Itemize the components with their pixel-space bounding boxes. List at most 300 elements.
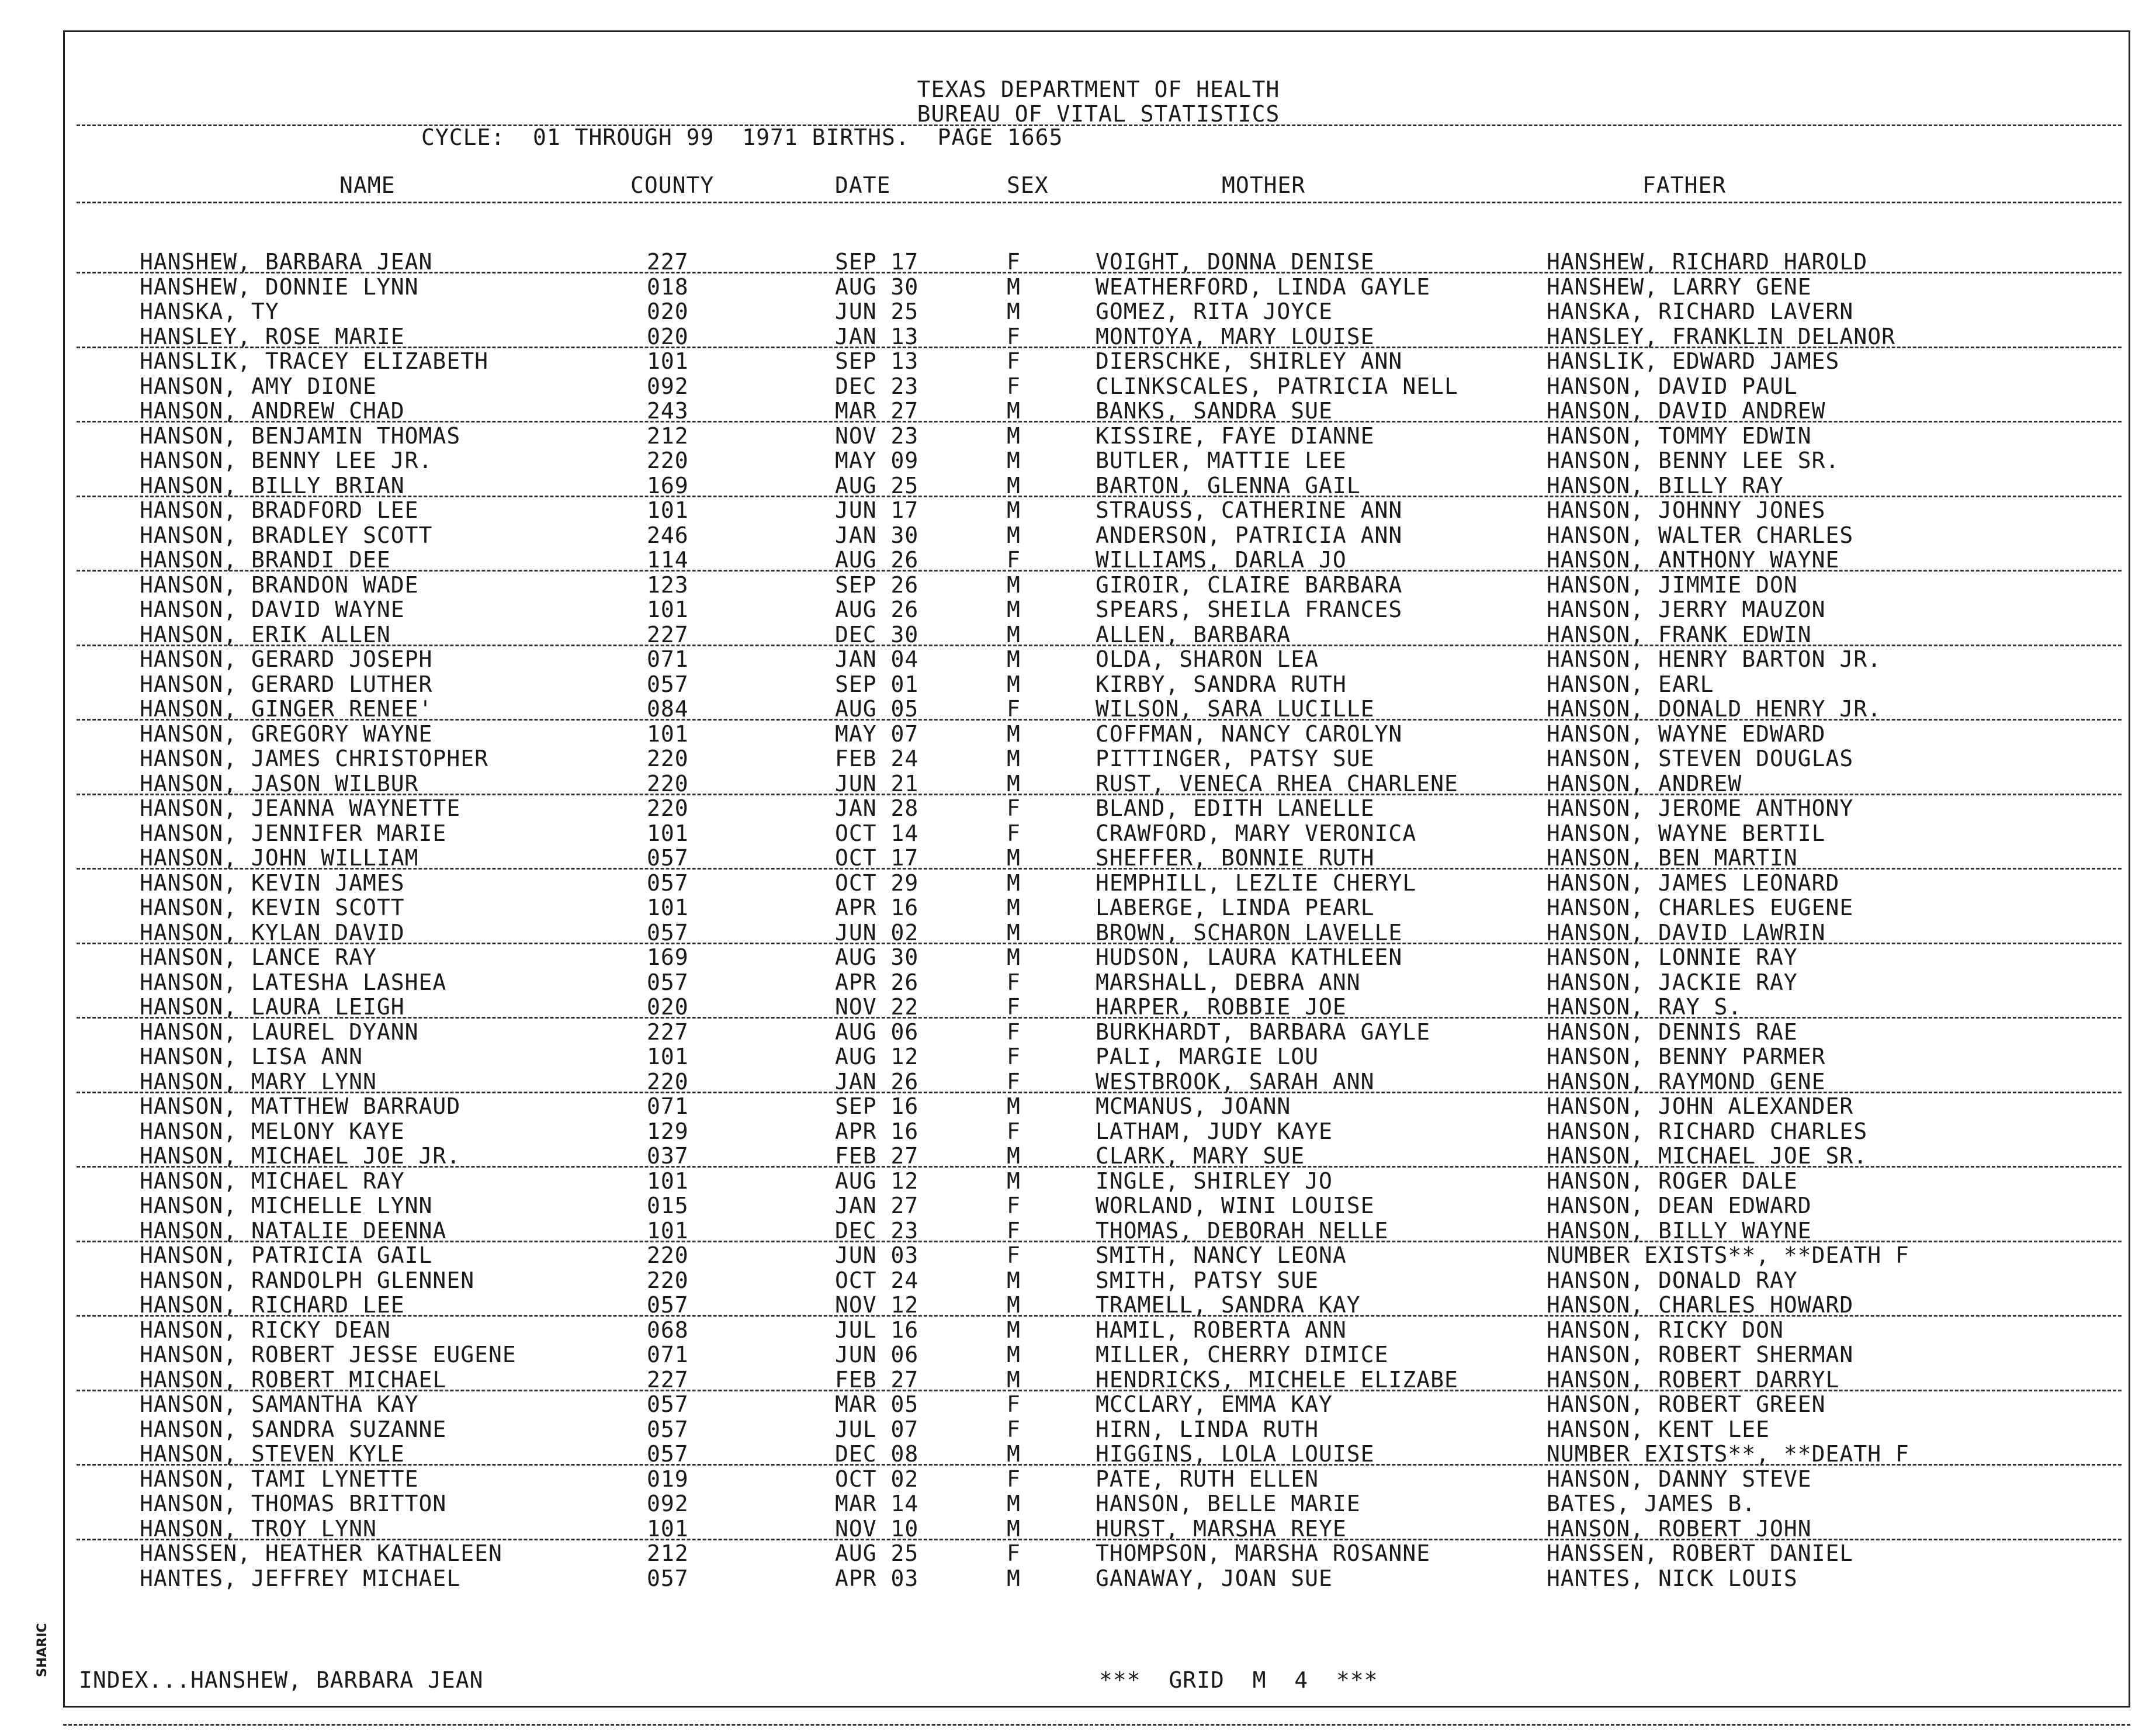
cell-sex: M — [1007, 472, 1021, 498]
table-row — [65, 1442, 2132, 1466]
cell-father: HANSON, ANDREW — [1547, 770, 1742, 796]
table-row — [65, 871, 2132, 895]
cell-county: 057 — [647, 1441, 689, 1467]
cell-county: 057 — [647, 1565, 689, 1591]
cell-mother: SHEFFER, BONNIE RUTH — [1096, 845, 1375, 871]
cell-county: 220 — [647, 448, 689, 473]
cell-mother: HAMIL, ROBERTA ANN — [1096, 1317, 1347, 1343]
cell-county: 037 — [647, 1143, 689, 1169]
col-county: COUNTY — [630, 172, 715, 198]
table-row — [65, 622, 2132, 647]
cell-date: DEC 30 — [835, 621, 919, 647]
header-rule — [77, 124, 2122, 126]
cell-mother: SMITH, PATSY SUE — [1096, 1267, 1319, 1293]
cell-name: HANSON, MELONY KAYE — [140, 1118, 405, 1144]
cell-father: HANSON, DENNIS RAE — [1547, 1019, 1798, 1045]
cell-name: HANSKA, TY — [140, 299, 279, 324]
cell-sex: M — [1007, 770, 1021, 796]
cell-name: HANSON, JAMES CHRISTOPHER — [140, 746, 488, 771]
cell-father: HANSON, ROGER DALE — [1547, 1168, 1798, 1194]
cell-county: 092 — [647, 373, 689, 399]
cell-name: HANSON, RICKY DEAN — [140, 1317, 391, 1343]
cell-sex: F — [1007, 969, 1021, 995]
cell-father: NUMBER EXISTS**, **DEATH F — [1547, 1441, 1909, 1467]
cell-county: 068 — [647, 1317, 689, 1343]
cell-date: NOV 10 — [835, 1515, 919, 1542]
cell-sex: F — [1007, 1540, 1021, 1566]
cell-mother: KISSIRE, FAYE DIANNE — [1096, 423, 1375, 449]
cell-father: HANSON, JAMES LEONARD — [1547, 870, 1840, 896]
cell-name: HANSHEW, DONNIE LYNN — [140, 273, 419, 300]
table-row — [65, 424, 2132, 448]
cell-date: MAR 05 — [835, 1391, 919, 1417]
cell-date: MAR 14 — [835, 1491, 919, 1516]
cell-mother: HEMPHILL, LEZLIE CHERYL — [1096, 870, 1417, 896]
cell-name: HANSON, MICHAEL JOE JR. — [140, 1143, 461, 1169]
cell-date: OCT 14 — [835, 820, 919, 846]
cell-sex: M — [1007, 870, 1021, 896]
cell-father: HANSON, BENNY PARMER — [1547, 1044, 1826, 1069]
table-row — [65, 1541, 2132, 1566]
cell-name: HANSON, GERARD JOSEPH — [140, 646, 433, 672]
cell-father: HANSON, DONALD RAY — [1547, 1267, 1798, 1293]
cell-county: 129 — [647, 1118, 689, 1144]
cell-county: 123 — [647, 572, 689, 598]
cell-county: 227 — [647, 249, 689, 275]
cell-mother: GANAWAY, JOAN SUE — [1096, 1565, 1333, 1591]
cell-date: MAR 27 — [835, 398, 919, 424]
cell-name: HANSON, BENJAMIN THOMAS — [140, 423, 461, 449]
cell-mother: MARSHALL, DEBRA ANN — [1096, 969, 1361, 995]
cell-name: HANSON, GINGER RENEE' — [140, 696, 433, 722]
cell-sex: F — [1007, 249, 1021, 275]
cell-sex: F — [1007, 1466, 1021, 1492]
cell-date: JAN 13 — [835, 323, 919, 349]
table-row — [65, 597, 2132, 622]
cell-father: HANSON, WAYNE EDWARD — [1547, 721, 1826, 747]
table-row — [65, 895, 2132, 920]
cell-date: SEP 16 — [835, 1093, 919, 1119]
cell-name: HANSON, JASON WILBUR — [140, 770, 419, 796]
cell-father: HANSHEW, LARRY GENE — [1547, 273, 1812, 300]
cell-county: 101 — [647, 597, 689, 622]
cell-father: HANSON, WALTER CHARLES — [1547, 522, 1854, 548]
cell-sex: F — [1007, 1416, 1021, 1442]
cell-date: AUG 25 — [835, 472, 919, 498]
cell-mother: BROWN, SCHARON LAVELLE — [1096, 919, 1403, 946]
cell-date: AUG 05 — [835, 696, 919, 722]
cell-sex: M — [1007, 895, 1021, 920]
table-row — [65, 548, 2132, 572]
cell-father: HANSON, BILLY RAY — [1547, 472, 1784, 498]
cell-sex: M — [1007, 1366, 1021, 1393]
cell-county: 057 — [647, 1292, 689, 1318]
cell-county: 092 — [647, 1491, 689, 1516]
cell-sex: F — [1007, 323, 1021, 349]
table-row — [65, 1293, 2132, 1317]
cell-sex: F — [1007, 795, 1021, 821]
cell-date: JUN 02 — [835, 919, 919, 946]
cell-name: HANSON, MICHAEL RAY — [140, 1168, 405, 1194]
cell-county: 019 — [647, 1466, 689, 1492]
cell-mother: GIROIR, CLAIRE BARBARA — [1096, 572, 1403, 598]
cell-mother: INGLE, SHIRLEY JO — [1096, 1168, 1333, 1194]
cell-sex: M — [1007, 1168, 1021, 1194]
cell-mother: CLARK, MARY SUE — [1096, 1143, 1305, 1169]
cell-sex: F — [1007, 348, 1021, 374]
cell-name: HANSON, LAUREL DYANN — [140, 1019, 419, 1045]
cell-county: 101 — [647, 1515, 689, 1542]
cell-sex: M — [1007, 1317, 1021, 1343]
table-row — [65, 1243, 2132, 1268]
cell-sex: M — [1007, 721, 1021, 747]
cell-mother: SPEARS, SHEILA FRANCES — [1096, 597, 1403, 622]
cell-sex: F — [1007, 1118, 1021, 1144]
cell-sex: M — [1007, 1292, 1021, 1318]
table-row — [65, 275, 2132, 299]
cell-father: HANSON, JOHNNY JONES — [1547, 497, 1826, 523]
cell-father: HANSON, RICHARD CHARLES — [1547, 1118, 1868, 1144]
cell-mother: OLDA, SHARON LEA — [1096, 646, 1319, 672]
cell-mother: STRAUSS, CATHERINE ANN — [1096, 497, 1403, 523]
header-subtitle: BUREAU OF VITAL STATISTICS — [917, 101, 1280, 127]
cell-mother: LABERGE, LINDA PEARL — [1096, 895, 1375, 920]
cell-sex: F — [1007, 696, 1021, 722]
cell-county: 114 — [647, 547, 689, 573]
cell-county: 101 — [647, 1044, 689, 1069]
row-rule — [77, 1464, 2122, 1466]
cell-date: JUN 03 — [835, 1242, 919, 1268]
cell-county: 227 — [647, 621, 689, 647]
cell-county: 243 — [647, 398, 689, 424]
cell-father: HANSON, MICHAEL JOE SR. — [1547, 1143, 1868, 1169]
row-rule — [77, 421, 2122, 423]
cell-father: HANSON, DEAN EDWARD — [1547, 1193, 1812, 1218]
cell-name: HANSSEN, HEATHER KATHALEEN — [140, 1540, 502, 1566]
cell-father: HANSHEW, RICHARD HAROLD — [1547, 249, 1868, 275]
cell-sex: F — [1007, 1242, 1021, 1268]
table-row — [65, 746, 2132, 771]
cell-mother: WILSON, SARA LUCILLE — [1096, 696, 1375, 722]
cell-date: FEB 24 — [835, 746, 919, 771]
cell-mother: HURST, MARSHA REYE — [1096, 1515, 1347, 1542]
cell-date: JAN 30 — [835, 522, 919, 548]
cell-county: 101 — [647, 721, 689, 747]
cell-name: HANSON, JOHN WILLIAM — [140, 845, 419, 871]
table-row — [65, 1318, 2132, 1342]
row-rule — [77, 868, 2122, 870]
cell-mother: GOMEZ, RITA JOYCE — [1096, 299, 1333, 324]
cell-sex: F — [1007, 994, 1021, 1020]
cell-name: HANSON, KEVIN JAMES — [140, 870, 405, 896]
cell-name: HANSON, MARY LYNN — [140, 1068, 377, 1095]
cell-mother: HARPER, ROBBIE JOE — [1096, 994, 1347, 1020]
cell-sex: M — [1007, 273, 1021, 300]
cell-name: HANSON, JENNIFER MARIE — [140, 820, 447, 846]
table-row — [65, 1491, 2132, 1516]
cell-father: HANSON, DAVID ANDREW — [1547, 398, 1826, 424]
cell-sex: F — [1007, 547, 1021, 573]
cell-mother: HIRN, LINDA RUTH — [1096, 1416, 1319, 1442]
cell-date: OCT 17 — [835, 845, 919, 871]
cell-county: 015 — [647, 1193, 689, 1218]
cell-date: AUG 30 — [835, 273, 919, 300]
cell-date: AUG 26 — [835, 547, 919, 573]
cell-name: HANSON, MATTHEW BARRAUD — [140, 1093, 461, 1119]
cell-father: NUMBER EXISTS**, **DEATH F — [1547, 1242, 1909, 1268]
table-row — [65, 1144, 2132, 1168]
cell-mother: BARTON, GLENNA GAIL — [1096, 472, 1361, 498]
cell-county: 246 — [647, 522, 689, 548]
table-row — [65, 846, 2132, 870]
cell-date: AUG 30 — [835, 944, 919, 970]
cell-name: HANSON, LANCE RAY — [140, 944, 377, 970]
cell-county: 057 — [647, 1416, 689, 1442]
cell-date: SEP 01 — [835, 671, 919, 697]
col-sex: SEX — [1007, 172, 1049, 198]
cell-father: HANSON, JERRY MAUZON — [1547, 597, 1826, 622]
cell-date: AUG 26 — [835, 597, 919, 622]
cell-county: 169 — [647, 472, 689, 498]
cell-county: 220 — [647, 746, 689, 771]
cell-date: SEP 26 — [835, 572, 919, 598]
cell-name: HANSON, ANDREW CHAD — [140, 398, 405, 424]
table-row — [65, 1169, 2132, 1193]
table-row — [65, 324, 2132, 349]
cell-name: HANSON, KYLAN DAVID — [140, 919, 405, 946]
cell-name: HANSON, LATESHA LASHEA — [140, 969, 447, 995]
cell-mother: KIRBY, SANDRA RUTH — [1096, 671, 1347, 697]
table-row — [65, 672, 2132, 697]
cell-name: HANSON, DAVID WAYNE — [140, 597, 405, 622]
cell-mother: WILLIAMS, DARLA JO — [1096, 547, 1347, 573]
cell-county: 020 — [647, 299, 689, 324]
cell-sex: M — [1007, 597, 1021, 622]
cell-name: HANSLIK, TRACEY ELIZABETH — [140, 348, 488, 374]
table-row — [65, 995, 2132, 1019]
column-header-rule — [77, 202, 2122, 203]
cell-name: HANSON, AMY DIONE — [140, 373, 377, 399]
cell-sex: M — [1007, 497, 1021, 523]
bottom-rule — [63, 1724, 2130, 1726]
table-row — [65, 945, 2132, 969]
cell-father: HANSON, EARL — [1547, 671, 1714, 697]
cell-sex: M — [1007, 1267, 1021, 1293]
cell-date: DEC 08 — [835, 1441, 919, 1467]
cell-mother: MILLER, CHERRY DIMICE — [1096, 1342, 1389, 1367]
cell-date: JAN 27 — [835, 1193, 919, 1218]
cell-date: SEP 13 — [835, 348, 919, 374]
cell-county: 020 — [647, 994, 689, 1020]
cell-sex: M — [1007, 1441, 1021, 1467]
cell-father: HANSON, LONNIE RAY — [1547, 944, 1798, 970]
cell-date: JUN 25 — [835, 299, 919, 324]
cell-sex: M — [1007, 1515, 1021, 1542]
cell-name: HANSHEW, BARBARA JEAN — [140, 249, 433, 275]
cell-name: HANSON, SANDRA SUZANNE — [140, 1416, 447, 1442]
grid-footer: *** GRID M 4 *** — [1099, 1667, 1378, 1693]
cell-date: JUL 07 — [835, 1416, 919, 1442]
cell-sex: M — [1007, 423, 1021, 449]
cell-date: JUL 16 — [835, 1317, 919, 1343]
cell-county: 057 — [647, 1391, 689, 1417]
row-rule — [77, 1017, 2122, 1019]
cell-mother: RUST, VENECA RHEA CHARLENE — [1096, 770, 1458, 796]
cell-county: 101 — [647, 497, 689, 523]
cell-mother: WESTBROOK, SARAH ANN — [1096, 1068, 1375, 1095]
cell-father: HANSON, BEN MARTIN — [1547, 845, 1798, 871]
cell-name: HANSON, NATALIE DEENNA — [140, 1217, 447, 1244]
cell-sex: M — [1007, 1143, 1021, 1169]
cell-county: 220 — [647, 770, 689, 796]
table-row — [65, 374, 2132, 399]
cell-county: 220 — [647, 1267, 689, 1293]
cell-date: JAN 28 — [835, 795, 919, 821]
cell-sex: F — [1007, 1193, 1021, 1218]
cell-mother: BUTLER, MATTIE LEE — [1096, 448, 1347, 473]
cell-date: NOV 23 — [835, 423, 919, 449]
cell-sex: F — [1007, 1068, 1021, 1095]
table-row — [65, 1342, 2132, 1367]
cell-date: AUG 06 — [835, 1019, 919, 1045]
cell-date: NOV 22 — [835, 994, 919, 1020]
cell-name: HANSON, BRADFORD LEE — [140, 497, 419, 523]
cell-name: HANSON, SAMANTHA KAY — [140, 1391, 419, 1417]
cell-sex: F — [1007, 1044, 1021, 1069]
cell-sex: M — [1007, 944, 1021, 970]
cell-father: HANSON, DAVID LAWRIN — [1547, 919, 1826, 946]
cell-county: 227 — [647, 1366, 689, 1393]
cell-father: HANSON, TOMMY EDWIN — [1547, 423, 1812, 449]
cell-mother: BANKS, SANDRA SUE — [1096, 398, 1333, 424]
cell-date: MAY 07 — [835, 721, 919, 747]
cell-name: HANSON, LAURA LEIGH — [140, 994, 405, 1020]
cell-name: HANSON, BENNY LEE JR. — [140, 448, 433, 473]
cell-mother: MCMANUS, JOANN — [1096, 1093, 1291, 1119]
cell-mother: THOMAS, DEBORAH NELLE — [1096, 1217, 1389, 1244]
cell-father: HANSON, FRANK EDWIN — [1547, 621, 1812, 647]
cell-date: JUN 21 — [835, 770, 919, 796]
cell-father: HANSON, BILLY WAYNE — [1547, 1217, 1812, 1244]
table-row — [65, 299, 2132, 324]
table-row — [65, 573, 2132, 597]
table-row — [65, 920, 2132, 945]
cell-date: AUG 25 — [835, 1540, 919, 1566]
cell-sex: M — [1007, 1565, 1021, 1591]
col-name: NAME — [339, 172, 396, 198]
table-row — [65, 1069, 2132, 1094]
cell-county: 071 — [647, 1342, 689, 1367]
cell-name: HANTES, JEFFREY MICHAEL — [140, 1565, 461, 1591]
cell-father: HANSON, ROBERT JOHN — [1547, 1515, 1812, 1542]
cell-mother: HUDSON, LAURA KATHLEEN — [1096, 944, 1403, 970]
table-row — [65, 697, 2132, 721]
table-row — [65, 1392, 2132, 1417]
cell-mother: BLAND, EDITH LANELLE — [1096, 795, 1375, 821]
cell-father: HANSON, CHARLES EUGENE — [1547, 895, 1854, 920]
cell-date: DEC 23 — [835, 1217, 919, 1244]
cycle-line: CYCLE: 01 THROUGH 99 1971 BIRTHS. PAGE 1665 — [421, 124, 1063, 150]
table-row — [65, 1193, 2132, 1218]
cell-sex: M — [1007, 646, 1021, 672]
cell-date: OCT 02 — [835, 1466, 919, 1492]
cell-mother: HENDRICKS, MICHELE ELIZABE — [1096, 1366, 1458, 1393]
cell-sex: M — [1007, 621, 1021, 647]
table-row — [65, 821, 2132, 846]
cell-father: HANSON, STEVEN DOUGLAS — [1547, 746, 1854, 771]
table-row — [65, 473, 2132, 498]
cell-mother: PATE, RUTH ELLEN — [1096, 1466, 1319, 1492]
cell-date: JUN 06 — [835, 1342, 919, 1367]
cell-county: 220 — [647, 1242, 689, 1268]
column-headers — [65, 172, 2132, 198]
cell-name: HANSON, GREGORY WAYNE — [140, 721, 433, 747]
cell-county: 212 — [647, 1540, 689, 1566]
table-row — [65, 771, 2132, 796]
cell-name: HANSON, ROBERT JESSE EUGENE — [140, 1342, 517, 1367]
cell-mother: WORLAND, WINI LOUISE — [1096, 1193, 1375, 1218]
cell-father: HANSON, ROBERT SHERMAN — [1547, 1342, 1854, 1367]
row-rule — [77, 570, 2122, 572]
cell-name: HANSON, GERARD LUTHER — [140, 671, 433, 697]
cell-date: APR 16 — [835, 895, 919, 920]
cell-mother: CRAWFORD, MARY VERONICA — [1096, 820, 1417, 846]
cell-date: NOV 12 — [835, 1292, 919, 1318]
cell-county: 057 — [647, 969, 689, 995]
table-row — [65, 1516, 2132, 1541]
cell-sex: M — [1007, 919, 1021, 946]
cell-date: MAY 09 — [835, 448, 919, 473]
cell-mother: WEATHERFORD, LINDA GAYLE — [1096, 273, 1431, 300]
table-row — [65, 399, 2132, 423]
cell-mother: SMITH, NANCY LEONA — [1096, 1242, 1347, 1268]
table-row — [65, 1367, 2132, 1392]
table-row — [65, 349, 2132, 373]
cell-date: AUG 12 — [835, 1168, 919, 1194]
cell-county: 101 — [647, 1168, 689, 1194]
cell-date: OCT 29 — [835, 870, 919, 896]
cell-name: HANSON, BILLY BRIAN — [140, 472, 405, 498]
cell-date: APR 03 — [835, 1565, 919, 1591]
cell-date: APR 26 — [835, 969, 919, 995]
table-row — [65, 523, 2132, 548]
cell-mother: CLINKSCALES, PATRICIA NELL — [1096, 373, 1458, 399]
cell-father: HANSON, KENT LEE — [1547, 1416, 1770, 1442]
cell-father: HANSON, RAYMOND GENE — [1547, 1068, 1826, 1095]
cell-county: 071 — [647, 1093, 689, 1119]
cell-county: 057 — [647, 845, 689, 871]
header-title: TEXAS DEPARTMENT OF HEALTH — [917, 77, 1280, 102]
cell-county: 057 — [647, 870, 689, 896]
cell-mother: ALLEN, BARBARA — [1096, 621, 1291, 647]
table-row — [65, 1094, 2132, 1118]
cell-sex: F — [1007, 1019, 1021, 1045]
cell-county: 101 — [647, 348, 689, 374]
table-row — [65, 1044, 2132, 1069]
cell-county: 101 — [647, 1217, 689, 1244]
cell-mother: MONTOYA, MARY LOUISE — [1096, 323, 1375, 349]
cell-name: HANSLEY, ROSE MARIE — [140, 323, 405, 349]
cell-name: HANSON, TAMI LYNETTE — [140, 1466, 419, 1492]
cell-father: HANSON, WAYNE BERTIL — [1547, 820, 1826, 846]
cell-mother: PALI, MARGIE LOU — [1096, 1044, 1319, 1069]
cell-father: BATES, JAMES B. — [1547, 1491, 1756, 1516]
cell-date: JAN 26 — [835, 1068, 919, 1095]
cell-county: 169 — [647, 944, 689, 970]
cell-sex: F — [1007, 1391, 1021, 1417]
cell-name: HANSON, RANDOLPH GLENNEN — [140, 1267, 475, 1293]
cell-county: 220 — [647, 1068, 689, 1095]
